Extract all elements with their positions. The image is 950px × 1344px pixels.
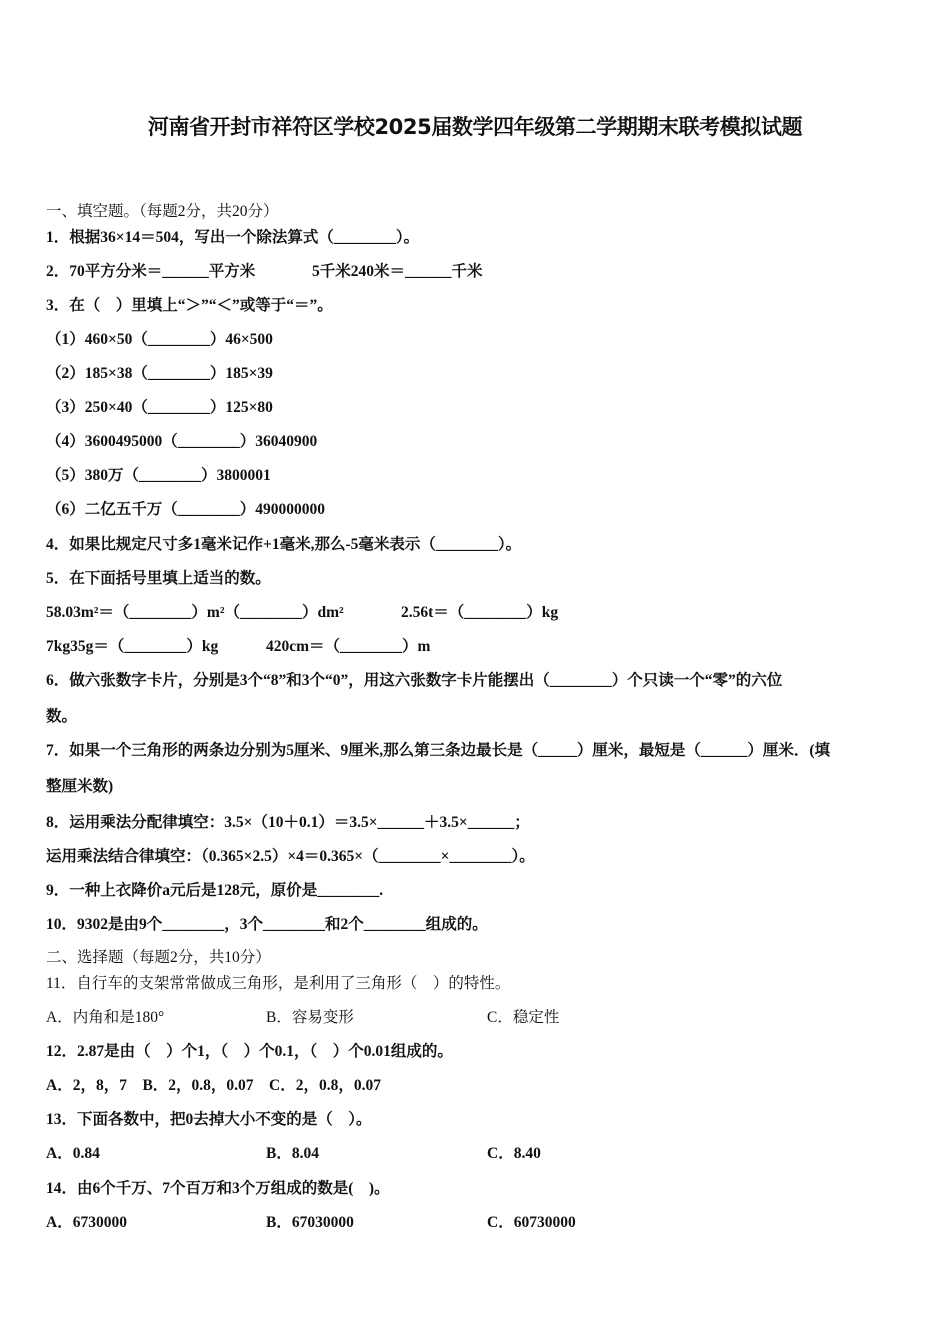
- question-13-option-b: B．8.04: [266, 1145, 319, 1162]
- question-5-row-1b: 2.56t＝（________）kg: [401, 604, 559, 621]
- question-10: 10．9302是由9个________，3个________和2个________组成的。: [46, 916, 488, 933]
- question-13-option-a: A．0.84: [46, 1145, 100, 1162]
- question-8-line-2: 运用乘法结合律填空：（0.365×2.5）×4＝0.365×（________×________）。: [46, 848, 535, 865]
- question-11-option-a: A．内角和是180°: [46, 1009, 165, 1026]
- question-14: 14．由6个千万、7个百万和3个万组成的数是( )。: [46, 1180, 390, 1197]
- section-heading-multiple-choice: 二、选择题（每题2分，共10分）: [46, 949, 271, 966]
- question-5-row-2a: 7kg35g＝（________）kg: [46, 638, 219, 655]
- question-6-line-2: 数。: [46, 708, 78, 725]
- question-14-option-b: B．67030000: [266, 1214, 354, 1231]
- question-6-line-1: 6．做六张数字卡片，分别是3个“8”和3个“0”，用这六张数字卡片能摆出（________）个只读一个“零”的六位: [46, 672, 783, 689]
- question-14-option-c: C．60730000: [487, 1214, 576, 1231]
- question-3-item-6: （6）二亿五千万（________）490000000: [46, 501, 326, 518]
- question-13: 13．下面各数中，把0去掉大小不变的是（ ）。: [46, 1111, 372, 1128]
- question-4: 4．如果比规定尺寸多1毫米记作+1毫米,那么-5毫米表示（________）。: [46, 536, 522, 553]
- question-3-item-2: （2）185×38（________）185×39: [46, 365, 273, 382]
- question-2-part-a: 2．70平方分米＝______平方米: [46, 263, 256, 280]
- section-heading-fill-in: 一、填空题。（每题2分，共20分）: [46, 203, 279, 220]
- question-13-option-c: C．8.40: [487, 1145, 541, 1162]
- question-2-part-b: 5千米240米＝______千米: [312, 263, 483, 280]
- question-11-option-b: B．容易变形: [266, 1009, 354, 1026]
- question-11-option-c: C．稳定性: [487, 1009, 560, 1026]
- question-7-line-1: 7．如果一个三角形的两条边分别为5厘米、9厘米,那么第三条边最长是（_____）厘米，最短是（______）厘米．(填: [46, 742, 831, 759]
- question-9: 9．一种上衣降价a元后是128元，原价是________.: [46, 882, 384, 899]
- question-1: 1．根据36×14＝504，写出一个除法算式（________）。: [46, 229, 420, 246]
- question-7-line-2: 整厘米数): [46, 778, 114, 795]
- question-5-row-1a: 58.03m²＝（________）m²（________）dm²: [46, 604, 344, 621]
- question-12-options: A．2，8，7 B．2，0.8，0.07 C．2，0.8，0.07: [46, 1077, 381, 1094]
- question-3: 3．在（ ）里填上“＞”“＜”或等于“＝”。: [46, 297, 333, 314]
- question-3-item-4: （4）3600495000（________）36040900: [46, 433, 318, 450]
- question-11: 11．自行车的支架常常做成三角形，是利用了三角形（ ）的特性。: [46, 975, 511, 992]
- page-title: 河南省开封市祥符区学校2025届数学四年级第二学期期末联考模拟试题: [147, 115, 803, 139]
- question-5: 5．在下面括号里填上适当的数。: [46, 570, 271, 587]
- question-5-row-2b: 420cm＝（________）m: [266, 638, 431, 655]
- question-12: 12．2.87是由（ ）个1，（ ）个0.1，（ ）个0.01组成的。: [46, 1043, 453, 1060]
- question-8-line-1: 8．运用乘法分配律填空：3.5×（10＋0.1）＝3.5×______＋3.5×______；: [46, 814, 530, 831]
- question-14-option-a: A．6730000: [46, 1214, 127, 1231]
- question-3-item-5: （5）380万（________）3800001: [46, 467, 271, 484]
- question-3-item-3: （3）250×40（________）125×80: [46, 399, 273, 416]
- question-3-item-1: （1）460×50（________）46×500: [46, 331, 273, 348]
